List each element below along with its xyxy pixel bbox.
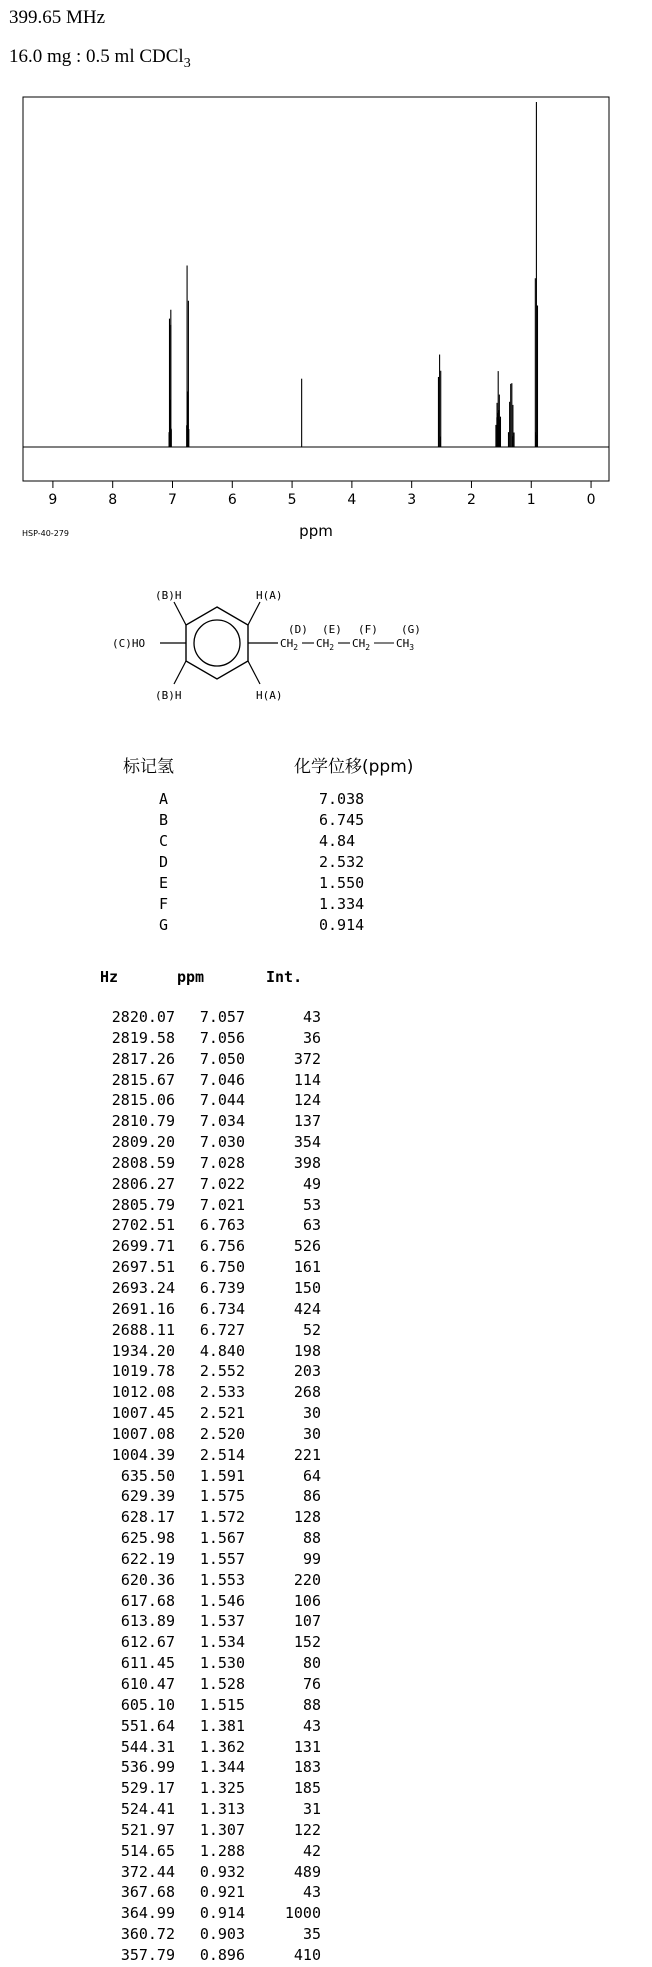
peak-hz: 628.17 xyxy=(120,1508,175,1527)
peak-row xyxy=(0,1675,360,1696)
peak-int: 63 xyxy=(302,1216,321,1235)
peak-ppm: 7.022 xyxy=(199,1174,245,1193)
peak-ppm: 1.572 xyxy=(199,1508,245,1527)
sample-subscript: 3 xyxy=(183,55,191,71)
hz-header: Hz xyxy=(100,968,119,986)
peak-hz: 2805.79 xyxy=(111,1195,175,1214)
peak-int: 53 xyxy=(302,1195,321,1214)
chain-ch2-d: $CH_2$ xyxy=(280,637,299,652)
int-header: Int. xyxy=(266,968,303,986)
peak-hz: 2699.71 xyxy=(111,1237,175,1256)
assignment-row xyxy=(159,853,389,874)
plot-frame xyxy=(23,97,609,481)
peak-int: 198 xyxy=(293,1341,321,1360)
x-tick-label: 5 xyxy=(287,492,297,508)
peak-row xyxy=(0,1029,360,1050)
x-tick-label: 1 xyxy=(526,492,536,508)
aromatic-circle xyxy=(194,620,240,666)
peak-hz: 2820.07 xyxy=(111,1008,175,1026)
peak-hz: 524.41 xyxy=(120,1800,175,1819)
assignment-label: E xyxy=(159,874,169,892)
peak-row xyxy=(0,1071,360,1092)
peak-hz: 613.89 xyxy=(120,1612,175,1631)
peak-hz: 551.64 xyxy=(120,1716,175,1735)
peak-ppm: 1.567 xyxy=(199,1529,245,1548)
x-tick-label: 2 xyxy=(467,492,476,508)
peak-row xyxy=(0,1946,360,1967)
peak-hz: 622.19 xyxy=(120,1549,175,1568)
peak-int: 424 xyxy=(293,1299,321,1318)
peak-int: 137 xyxy=(293,1112,321,1131)
assignment-label: C xyxy=(159,832,169,850)
molecule-structure xyxy=(100,585,440,735)
peak-ppm: 2.552 xyxy=(199,1362,245,1381)
peak-ppm: 7.056 xyxy=(199,1028,245,1047)
peak-ppm: 0.932 xyxy=(199,1862,245,1881)
assignment-row xyxy=(159,811,389,832)
peak-hz: 617.68 xyxy=(120,1591,175,1610)
peak-hz: 2702.51 xyxy=(111,1216,175,1235)
label-ha-top: H(A) xyxy=(256,589,283,602)
peak-ppm: 1.575 xyxy=(199,1487,245,1506)
peak-ppm: 6.756 xyxy=(199,1237,245,1256)
peak-hz: 1007.45 xyxy=(111,1404,175,1423)
peak-hz: 1019.78 xyxy=(111,1362,175,1381)
peak-int: 203 xyxy=(293,1362,321,1381)
peak-ppm: 1.557 xyxy=(199,1549,245,1568)
peak-hz: 2693.24 xyxy=(111,1278,175,1297)
peak-ppm: 6.739 xyxy=(199,1278,245,1297)
peak-row xyxy=(0,1800,360,1821)
peak-row xyxy=(0,1883,360,1904)
peak-int: 106 xyxy=(293,1591,321,1610)
peak-int: 489 xyxy=(293,1862,321,1881)
peak-int: 221 xyxy=(293,1445,321,1464)
peak-row xyxy=(0,1550,360,1571)
assignment-shift: 2.532 xyxy=(319,853,365,871)
assignment-shift: 4.84 xyxy=(319,832,356,850)
peak-row xyxy=(0,1529,360,1550)
peak-int: 268 xyxy=(293,1383,321,1402)
peak-hz: 2819.58 xyxy=(111,1028,175,1047)
label-f: (F) xyxy=(358,623,378,636)
peak-int: 80 xyxy=(302,1654,321,1673)
peak-hz: 2815.67 xyxy=(111,1070,175,1089)
peak-ppm: 6.727 xyxy=(199,1320,245,1339)
peak-int: 43 xyxy=(302,1716,321,1735)
peak-int: 183 xyxy=(293,1758,321,1777)
peak-row xyxy=(0,1196,360,1217)
peak-hz: 2688.11 xyxy=(111,1320,175,1339)
peak-ppm: 2.521 xyxy=(199,1404,245,1423)
assignment-row xyxy=(159,895,389,916)
peak-hz: 364.99 xyxy=(120,1904,175,1923)
assignment-shift: 0.914 xyxy=(319,916,365,934)
peak-ppm: 7.028 xyxy=(199,1153,245,1172)
assignment-label: F xyxy=(159,895,169,913)
peak-ppm: 1.325 xyxy=(199,1779,245,1798)
assignment-row xyxy=(159,790,389,811)
peak-row xyxy=(0,1612,360,1633)
peak-int: 131 xyxy=(293,1737,321,1756)
peak-hz: 2809.20 xyxy=(111,1133,175,1152)
peak-int: 107 xyxy=(293,1612,321,1631)
assignment-table xyxy=(159,790,389,937)
nmr-spectrum-chart xyxy=(0,90,652,550)
peak-ppm: 7.050 xyxy=(199,1049,245,1068)
peak-ppm: 0.921 xyxy=(199,1883,245,1902)
peak-ppm: 1.546 xyxy=(199,1591,245,1610)
assignment-shift: 1.550 xyxy=(319,874,365,892)
peak-row xyxy=(0,1404,360,1425)
peak-int: 76 xyxy=(302,1675,321,1693)
bond-bh-top xyxy=(174,602,186,625)
x-axis-ticks xyxy=(48,481,595,508)
peak-ppm: 6.750 xyxy=(199,1258,245,1277)
peak-ppm: 7.034 xyxy=(199,1112,245,1131)
peak-ppm: 1.537 xyxy=(199,1612,245,1631)
peak-row xyxy=(0,1633,360,1654)
bond-ha-bot xyxy=(248,661,260,684)
label-e: (E) xyxy=(322,623,342,636)
peak-row xyxy=(0,1863,360,1884)
peak-row xyxy=(0,1904,360,1925)
peak-int: 185 xyxy=(293,1779,321,1798)
assignment-shift-header: 化学位移(ppm) xyxy=(294,757,414,777)
peak-row xyxy=(0,1654,360,1675)
label-d: (D) xyxy=(288,623,308,636)
assignment-label: B xyxy=(159,811,169,829)
peak-int: 526 xyxy=(293,1237,321,1256)
peak-row xyxy=(0,1508,360,1529)
assignment-shift: 1.334 xyxy=(319,895,365,913)
peak-row xyxy=(0,1362,360,1383)
peak-ppm: 7.046 xyxy=(199,1070,245,1089)
peak-row xyxy=(0,1717,360,1738)
peak-row xyxy=(0,1487,360,1508)
peak-hz: 2815.06 xyxy=(111,1091,175,1110)
peak-hz: 1934.20 xyxy=(111,1341,175,1360)
peak-int: 410 xyxy=(293,1945,321,1964)
peak-hz: 367.68 xyxy=(120,1883,175,1902)
assignment-label: A xyxy=(159,790,169,808)
peak-row xyxy=(0,1842,360,1863)
peak-hz: 611.45 xyxy=(120,1654,175,1673)
peak-ppm: 1.362 xyxy=(199,1737,245,1756)
x-tick-label: 3 xyxy=(407,492,417,508)
sample-text: 16.0 mg : 0.5 ml CDCl xyxy=(9,46,184,67)
peak-int: 161 xyxy=(293,1258,321,1277)
peak-hz: 360.72 xyxy=(120,1925,175,1944)
peak-int: 52 xyxy=(302,1320,321,1339)
peak-ppm: 1.381 xyxy=(199,1716,245,1735)
x-axis-label: ppm xyxy=(299,522,333,540)
assignment-row xyxy=(159,832,389,853)
peak-ppm: 2.533 xyxy=(199,1383,245,1402)
peak-ppm: 1.528 xyxy=(199,1675,245,1693)
peak-row xyxy=(0,1467,360,1488)
peak-ppm: 2.520 xyxy=(199,1424,245,1443)
peak-hz: 1007.08 xyxy=(111,1424,175,1443)
peak-int: 220 xyxy=(293,1570,321,1589)
peak-row xyxy=(0,1279,360,1300)
peak-hz: 635.50 xyxy=(120,1466,175,1485)
peak-hz: 625.98 xyxy=(120,1529,175,1548)
label-bh-top: (B)H xyxy=(155,589,182,602)
peak-ppm: 1.534 xyxy=(199,1633,245,1652)
assignment-shift: 6.745 xyxy=(319,811,365,829)
peak-int: 398 xyxy=(293,1153,321,1172)
peak-ppm: 1.288 xyxy=(199,1841,245,1860)
peak-row xyxy=(0,1758,360,1779)
peak-int: 122 xyxy=(293,1820,321,1839)
peak-int: 30 xyxy=(302,1424,321,1443)
peak-ppm: 1.313 xyxy=(199,1800,245,1819)
peak-ppm: 6.734 xyxy=(199,1299,245,1318)
peak-ppm: 1.530 xyxy=(199,1654,245,1673)
peak-ppm: 7.030 xyxy=(199,1133,245,1152)
x-tick-label: 7 xyxy=(168,492,177,508)
peak-row xyxy=(0,1925,360,1946)
peak-ppm: 7.021 xyxy=(199,1195,245,1214)
peak-int: 42 xyxy=(302,1841,321,1860)
assignment-row xyxy=(159,916,389,937)
label-g: (G) xyxy=(401,623,421,636)
label-oh: (C)HO xyxy=(112,637,146,650)
peak-int: 88 xyxy=(302,1695,321,1714)
peak-int: 128 xyxy=(293,1508,321,1527)
peak-row xyxy=(0,1008,360,1029)
x-tick-label: 4 xyxy=(347,492,357,508)
peak-int: 30 xyxy=(302,1404,321,1423)
x-tick-label: 6 xyxy=(227,492,237,508)
peak-row xyxy=(0,1133,360,1154)
peak-row xyxy=(0,1446,360,1467)
peak-int: 150 xyxy=(293,1278,321,1297)
chain-ch2-e: $CH_2$ xyxy=(316,637,335,652)
peak-row xyxy=(0,1571,360,1592)
peak-ppm: 0.896 xyxy=(199,1945,245,1964)
peak-ppm: 7.057 xyxy=(199,1008,245,1026)
peak-int: 86 xyxy=(302,1487,321,1506)
spectrum-peaks xyxy=(169,102,537,447)
peak-ppm: 1.515 xyxy=(199,1695,245,1714)
x-tick-label: 9 xyxy=(48,492,58,508)
peak-hz: 1004.39 xyxy=(111,1445,175,1464)
peak-int: 1000 xyxy=(284,1904,321,1923)
assignment-shift: 7.038 xyxy=(319,790,365,808)
peak-int: 43 xyxy=(302,1008,321,1026)
peak-row xyxy=(0,1425,360,1446)
assignment-label: G xyxy=(159,916,169,934)
chain-ch2-f: $CH_2$ xyxy=(352,637,371,652)
peak-int: 99 xyxy=(302,1549,321,1568)
peak-hz: 521.97 xyxy=(120,1820,175,1839)
peak-hz: 1012.08 xyxy=(111,1383,175,1402)
peak-hz: 372.44 xyxy=(120,1862,175,1881)
peak-int: 49 xyxy=(302,1174,321,1193)
peak-int: 31 xyxy=(302,1800,321,1819)
peak-int: 36 xyxy=(302,1028,321,1047)
peak-hz: 2808.59 xyxy=(111,1153,175,1172)
peak-row xyxy=(0,1175,360,1196)
peak-ppm: 1.553 xyxy=(199,1570,245,1589)
assignment-label-header: 标记氢 xyxy=(123,757,174,777)
peak-row xyxy=(0,1300,360,1321)
peak-row xyxy=(0,1779,360,1800)
spectrometer-frequency: 399.65 MHz xyxy=(9,7,106,28)
peak-table xyxy=(0,1008,360,1967)
peak-ppm: 1.591 xyxy=(199,1466,245,1485)
chain-ch3-g: $CH_3$ xyxy=(396,637,415,652)
peak-hz: 2806.27 xyxy=(111,1174,175,1193)
peak-int: 152 xyxy=(293,1633,321,1652)
peak-int: 114 xyxy=(293,1070,321,1089)
peak-row xyxy=(0,1091,360,1112)
peak-row xyxy=(0,1050,360,1071)
peak-ppm: 7.044 xyxy=(199,1091,245,1110)
peak-hz: 620.36 xyxy=(120,1570,175,1589)
peak-row xyxy=(0,1112,360,1133)
peak-ppm: 6.763 xyxy=(199,1216,245,1235)
peak-ppm: 1.344 xyxy=(199,1758,245,1777)
sample-info xyxy=(9,46,191,72)
peak-hz: 514.65 xyxy=(120,1841,175,1860)
peak-ppm: 0.914 xyxy=(199,1904,245,1923)
peak-hz: 536.99 xyxy=(120,1758,175,1777)
x-tick-label: 0 xyxy=(586,492,596,508)
peak-int: 35 xyxy=(302,1925,321,1944)
peak-int: 64 xyxy=(302,1466,321,1485)
peak-ppm: 1.307 xyxy=(199,1820,245,1839)
peak-hz: 605.10 xyxy=(120,1695,175,1714)
peak-row xyxy=(0,1342,360,1363)
bond-ha-top xyxy=(248,602,260,625)
peak-hz: 2697.51 xyxy=(111,1258,175,1277)
spectrum-code: HSP-40-279 xyxy=(22,529,69,538)
peak-row xyxy=(0,1216,360,1237)
peak-hz: 357.79 xyxy=(120,1945,175,1964)
peak-ppm: 4.840 xyxy=(199,1341,245,1360)
peak-hz: 2810.79 xyxy=(111,1112,175,1131)
bond-bh-bot xyxy=(174,661,186,684)
label-bh-bot: (B)H xyxy=(155,689,182,702)
peak-hz: 2691.16 xyxy=(111,1299,175,1318)
peak-int: 88 xyxy=(302,1529,321,1548)
x-tick-label: 8 xyxy=(108,492,118,508)
peak-row xyxy=(0,1154,360,1175)
peak-int: 372 xyxy=(293,1049,321,1068)
peak-row xyxy=(0,1592,360,1613)
peak-row xyxy=(0,1696,360,1717)
label-ha-bot: H(A) xyxy=(256,689,283,702)
peak-hz: 612.67 xyxy=(120,1633,175,1652)
peak-hz: 629.39 xyxy=(120,1487,175,1506)
peak-hz: 529.17 xyxy=(120,1779,175,1798)
peak-hz: 544.31 xyxy=(120,1737,175,1756)
assignment-row xyxy=(159,874,389,895)
peak-hz: 2817.26 xyxy=(111,1049,175,1068)
peak-int: 43 xyxy=(302,1883,321,1902)
peak-row xyxy=(0,1237,360,1258)
assignment-label: D xyxy=(159,853,169,871)
peak-int: 354 xyxy=(293,1133,321,1152)
peak-row xyxy=(0,1321,360,1342)
peak-ppm: 0.903 xyxy=(199,1925,245,1944)
peak-int: 124 xyxy=(293,1091,321,1110)
peak-hz: 610.47 xyxy=(120,1675,175,1693)
peak-row xyxy=(0,1738,360,1759)
benzene-ring xyxy=(186,607,248,679)
peak-ppm: 2.514 xyxy=(199,1445,245,1464)
peak-row xyxy=(0,1258,360,1279)
ppm-header: ppm xyxy=(177,968,205,986)
peak-row xyxy=(0,1383,360,1404)
peak-row xyxy=(0,1821,360,1842)
